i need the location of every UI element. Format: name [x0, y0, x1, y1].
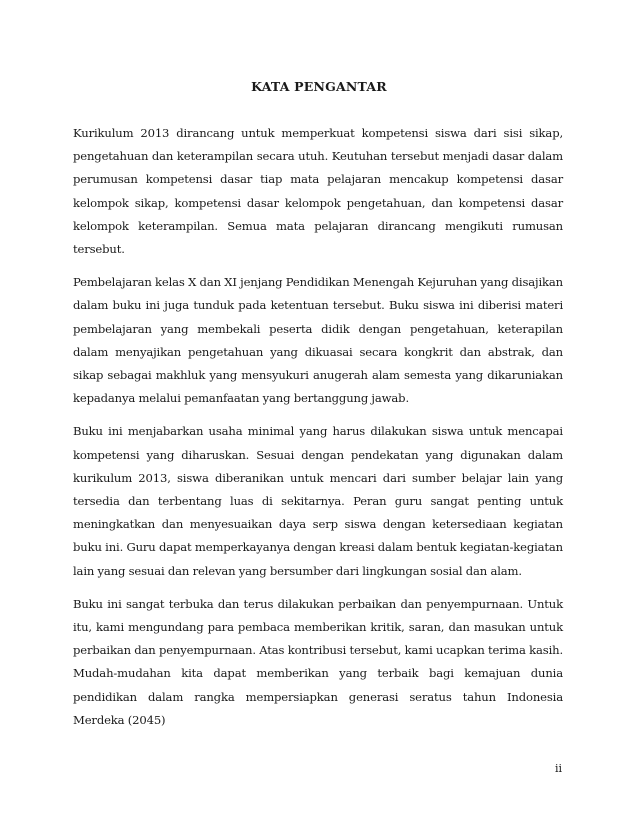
paragraph-3: Buku ini menjabarkan usaha minimal yang harus dilakukan siswa untuk mencapai kompetensi yang diharuskan. Sesuai dengan pendekatan yang digunakan dalam kurikulum 2013, siswa diberanikan untuk mencari dari sumber belajar lain yang tersedia dan terbentang luas di sekitarnya. Peran guru sangat penting untuk meningkatkan dan menyesuaikan daya serp siswa dengan ketersediaan kegiatan buku ini. Guru dapat memperkayanya dengan kreasi dalam bentuk kegiatan-kegiatan lain yang sesuai dan relevan yang bersumber dari lingkungan sosial dan alam.: [73, 424, 563, 578]
paragraph-2: Pembelajaran kelas X dan XI jenjang Pendidikan Menengah Kejuruhan yang disajikan dalam buku ini juga tunduk pada ketentuan tersebut. Buku siswa ini diberisi materi pembelajaran yang membekali peserta didik dengan pengetahuan, keterapilan dalam menyajikan pengetahuan yang dikuasai secara kongkrit dan abstrak, dan sikap sebagai makhluk yang mensyukuri anugerah alam semesta yang dikaruniakan kepadanya melalui pemanfaatan yang bertanggung jawab.: [73, 275, 563, 406]
page-number: ii: [555, 762, 563, 775]
paragraph-4: Buku ini sangat terbuka dan terus dilakukan perbaikan dan penyempurnaan. Untuk itu, kami mengundang para pembaca memberikan kritik, saran, dan masukan untuk perbaikan dan penyempurnaan. Atas kontribusi tersebut, kami ucapkan terima kasih. Mudah-mudahan kita dapat memberikan yang terbaik bagi kemajuan dunia pendidikan dalam rangka mempersiapkan generasi seratus tahun Indonesia Merdeka (2045): [73, 596, 563, 727]
document-body: [73, 122, 563, 742]
page-title: KATA PENGANTAR: [251, 79, 387, 94]
paragraph-1: Kurikulum 2013 dirancang untuk memperkuat kompetensi siswa dari sisi sikap, pengetahuan dan keterampilan secara utuh. Keutuhan tersebut menjadi dasar dalam perumusan kompetensi dasar tiap mata pelajaran mencakup kompetensi dasar kelompok sikap, kompetensi dasar kelompok pengetahuan, dan kompetensi dasar kelompok keterampilan. Semua mata pelajaran dirancang mengikuti rumusan tersebut.: [73, 126, 563, 257]
